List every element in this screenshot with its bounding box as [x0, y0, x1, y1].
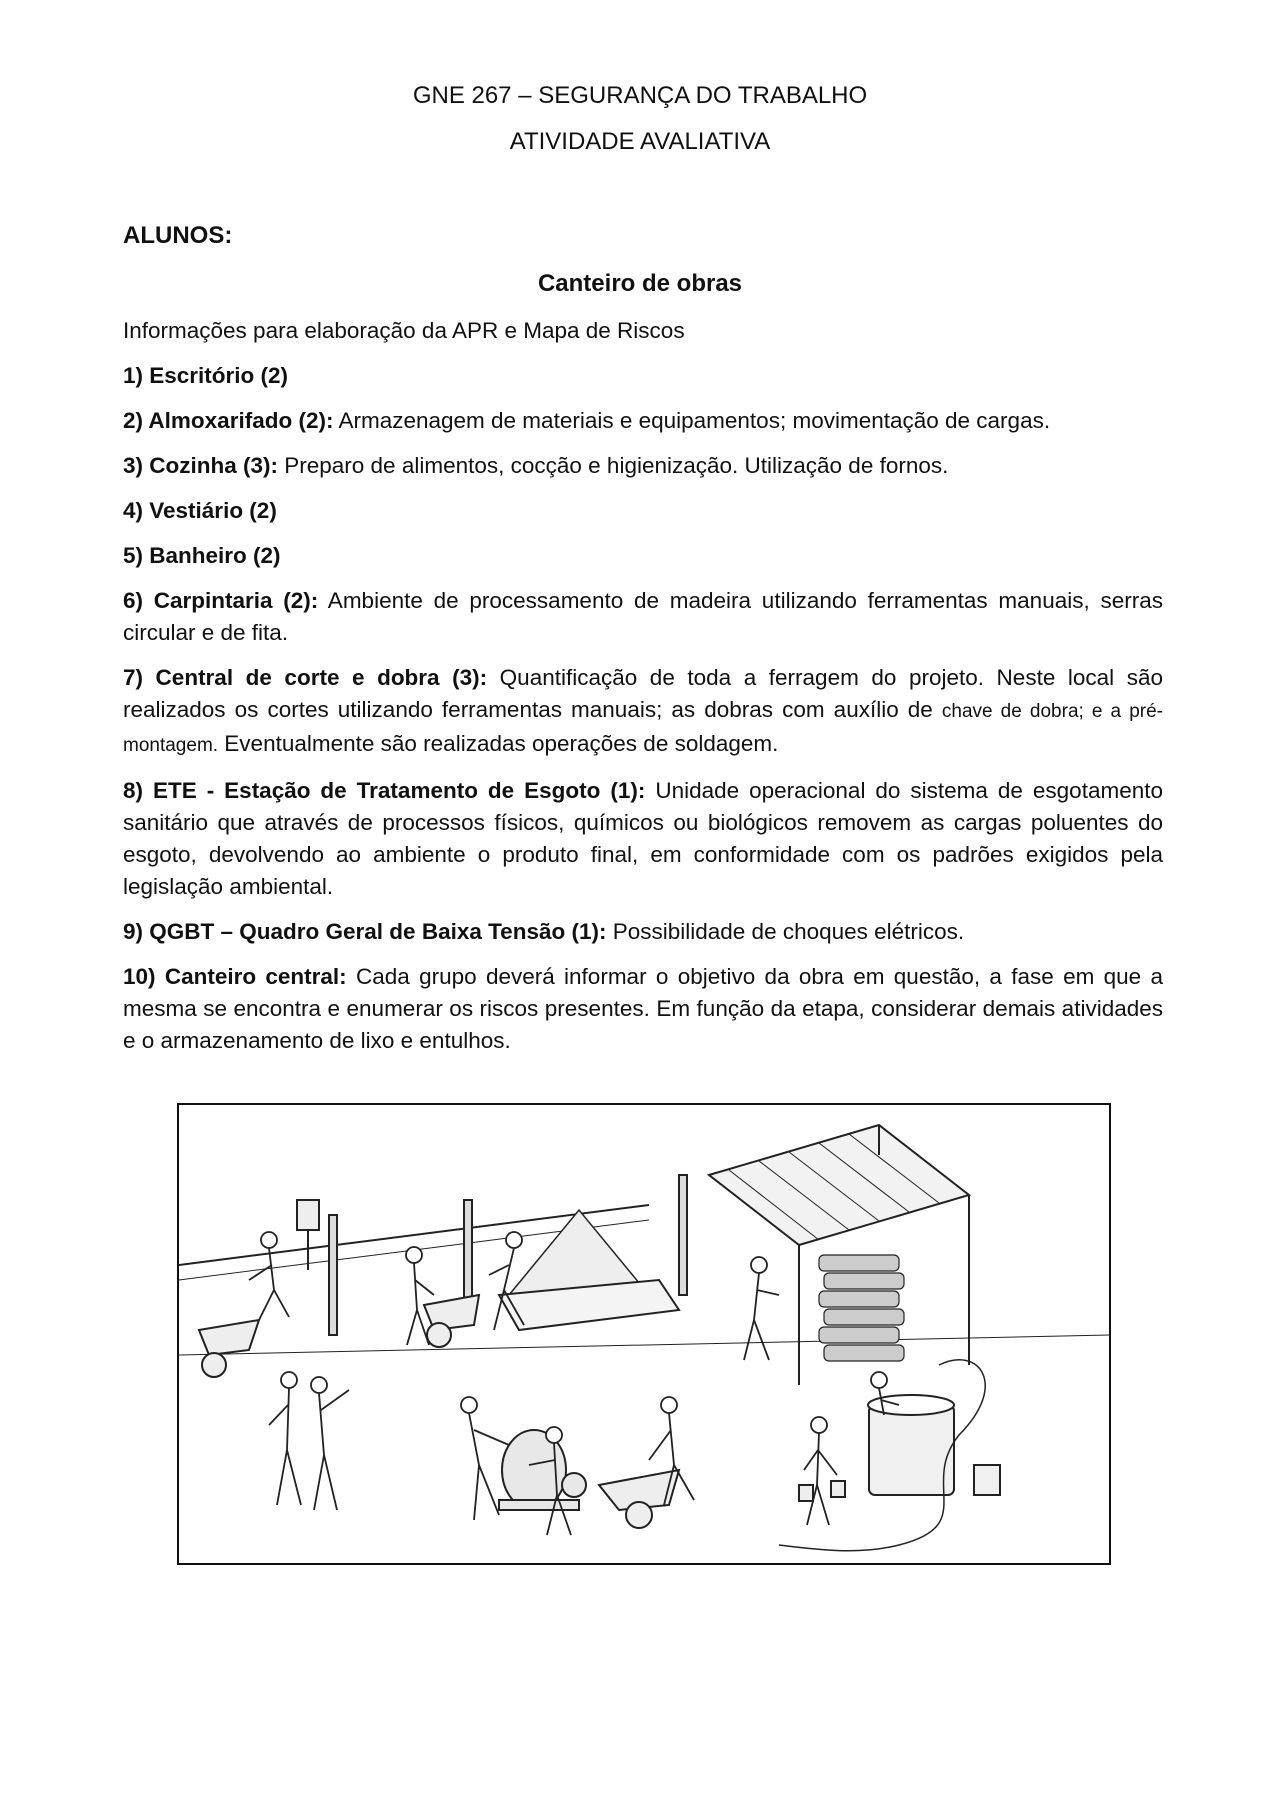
item-text: Quantificação de toda a ferragem do projeto. Neste local são realizados os cortes utilizando ferramentas manuais; as dobras com auxílio de [123, 665, 1163, 722]
item-label: 4) Vestiário (2) [123, 498, 277, 523]
section-title: Canteiro de obras [537, 270, 743, 297]
item-text-continued: Eventualmente são realizadas operações de soldagem. [218, 731, 779, 756]
activity-title: ATIVIDADE AVALIATIVA [509, 128, 771, 155]
intro-text: Informações para elaboração da APR e Mapa de Riscos [123, 318, 685, 343]
construction-site-illustration [177, 1103, 1111, 1565]
list-item [123, 662, 1163, 762]
students-label: ALUNOS: [123, 222, 233, 249]
item-text: Ambiente de processamento de madeira utilizando ferramentas manuais, serras circular e de fita. [123, 588, 1163, 645]
item-label: 6) Carpintaria (2): [123, 588, 319, 613]
list-item [123, 405, 1163, 437]
item-text: Preparo de alimentos, cocção e higienização. Utilização de fornos. [278, 453, 949, 478]
course-title: GNE 267 – SEGURANÇA DO TRABALHO [412, 82, 868, 109]
item-label: 2) Almoxarifado (2): [123, 408, 334, 433]
list-item [123, 495, 1163, 527]
item-label: 5) Banheiro (2) [123, 543, 281, 568]
list-item [123, 775, 1163, 903]
content-body [123, 315, 1163, 1070]
item-label: 3) Cozinha (3): [123, 453, 278, 478]
item-text-small: chave de dobra; e a pré-montagem. [123, 701, 1163, 756]
list-item [123, 360, 1163, 392]
item-label: 10) Canteiro central: [123, 964, 347, 989]
item-text: Possibilidade de choques elétricos. [606, 919, 965, 944]
item-label: 9) QGBT – Quadro Geral de Baixa Tensão (1): [123, 919, 607, 944]
list-item [123, 961, 1163, 1057]
list-item [123, 540, 1163, 572]
item-label: 8) ETE - Estação de Tratamento de Esgoto (1): [123, 778, 646, 803]
item-label: 7) Central de corte e dobra (3): [123, 665, 488, 690]
list-item [123, 916, 1163, 948]
list-item [123, 450, 1163, 482]
item-text: Unidade operacional do sistema de esgotamento sanitário que através de processos físicos, químicos ou biológicos removem as cargas poluentes do esgoto, devolvendo ao ambiente o produto final, em conformidade com os padrões exigidos pela legislação ambiental. [123, 778, 1163, 899]
item-text: Armazenagem de materiais e equipamentos; movimentação de cargas. [333, 408, 1051, 433]
item-label: 1) Escritório (2) [123, 363, 289, 388]
item-text: Cada grupo deverá informar o objetivo da obra em questão, a fase em que a mesma se encontra e enumerar os riscos presentes. Em função da etapa, considerar demais atividades e o armazenamento de lixo e entulhos. [123, 964, 1163, 1053]
construction-site-drawing [179, 1105, 1109, 1563]
list-item [123, 585, 1163, 649]
